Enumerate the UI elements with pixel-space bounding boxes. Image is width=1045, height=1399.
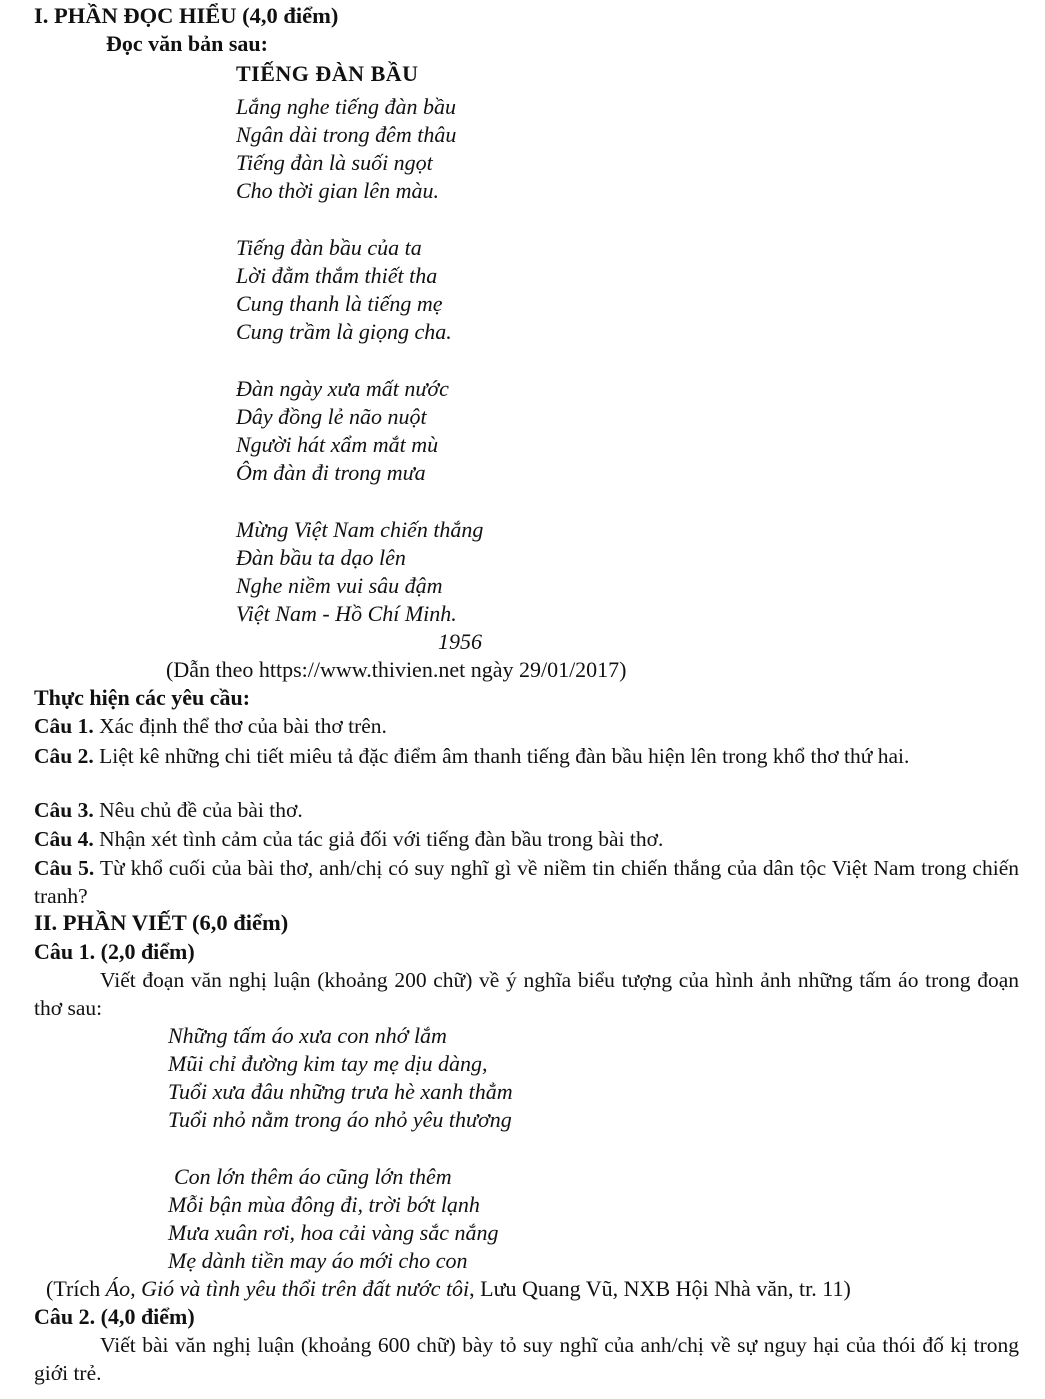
question-label: Câu 3. xyxy=(34,798,94,822)
excerpt-stanza-2 xyxy=(168,1163,499,1275)
poem-line: Mưa xuân rơi, hoa cải vàng sắc nắng xyxy=(168,1220,499,1245)
poem-line: Mỗi bận mùa đông đi, trời bớt lạnh xyxy=(168,1192,480,1217)
poem-line: Tuổi xưa đâu những trưa hè xanh thẳm xyxy=(168,1079,513,1104)
poem-stanza-4 xyxy=(236,516,483,628)
citation-open: (Trích xyxy=(46,1276,106,1301)
section2-heading: II. PHẦN VIẾT (6,0 điểm) xyxy=(34,910,289,935)
poem-line: Ngân dài trong đêm thâu xyxy=(236,122,457,147)
tasks-heading: Thực hiện các yêu cầu: xyxy=(34,685,251,710)
citation-rest: , Lưu Quang Vũ, NXB Hội Nhà văn, tr. 11) xyxy=(469,1276,851,1301)
poem-stanza-3 xyxy=(236,375,449,487)
poem-title: TIẾNG ĐÀN BẦU xyxy=(236,61,419,86)
poem-source: (Dẫn theo https://www.thivien.net ngày 29/01/2017) xyxy=(166,657,627,682)
question-text: Từ khổ cuối của bài thơ, anh/chị có suy nghĩ gì về niềm tin chiến thắng của dân tộc Việt Nam trong chiến tranh? xyxy=(34,856,1019,908)
question-text: Nêu chủ đề của bài thơ. xyxy=(93,798,303,822)
question-2 xyxy=(34,742,1019,770)
poem-line: Mũi chỉ đường kim tay mẹ dịu dàng, xyxy=(168,1051,488,1076)
excerpt-stanza-1 xyxy=(168,1022,513,1134)
poem-line: Cho thời gian lên màu. xyxy=(236,178,440,203)
question-text: Xác định thể thơ của bài thơ trên. xyxy=(93,714,387,738)
poem-line: Cung thanh là tiếng mẹ xyxy=(236,291,443,316)
poem-line: Người hát xẩm mắt mù xyxy=(236,432,439,457)
poem-line: Việt Nam - Hồ Chí Minh. xyxy=(236,601,457,626)
poem-year: 1956 xyxy=(438,629,482,654)
section1-heading: I. PHẦN ĐỌC HIỂU (4,0 điểm) xyxy=(34,3,339,28)
reading-intro: Đọc văn bản sau: xyxy=(106,31,268,56)
writing-q1-label: Câu 1. (2,0 điểm) xyxy=(34,939,195,964)
poem-line: Tiếng đàn là suối ngọt xyxy=(236,150,433,175)
question-1 xyxy=(34,712,387,740)
question-label: Câu 2. xyxy=(34,744,94,768)
question-label: Câu 5. xyxy=(34,856,95,880)
question-label: Câu 4. xyxy=(34,827,94,851)
citation-title: Áo, Gió và tình yêu thổi trên đất nước tôi xyxy=(105,1276,470,1301)
poem-line: Dây đồng lẻ não nuột xyxy=(236,404,427,429)
poem-line: Đàn ngày xưa mất nước xyxy=(236,376,449,401)
poem-stanza-1 xyxy=(236,93,456,205)
poem-line: Ôm đàn đi trong mưa xyxy=(236,460,426,485)
question-text: Nhận xét tình cảm của tác giả đối với tiếng đàn bầu trong bài thơ. xyxy=(93,827,664,851)
writing-q2-label: Câu 2. (4,0 điểm) xyxy=(34,1304,195,1329)
poem-line: Tiếng đàn bầu của ta xyxy=(236,235,422,260)
poem-line: Cung trầm là giọng cha. xyxy=(236,319,452,344)
poem-line: Lời đằm thắm thiết tha xyxy=(236,263,438,288)
poem-line: Lắng nghe tiếng đàn bầu xyxy=(236,94,456,119)
poem-line: Đàn bầu ta dạo lên xyxy=(236,545,406,570)
question-text: Liệt kê những chi tiết miêu tả đặc điểm âm thanh tiếng đàn bầu hiện lên trong khổ thơ thứ hai. xyxy=(93,744,910,768)
question-label: Câu 1. xyxy=(34,714,94,738)
question-3 xyxy=(34,796,303,824)
poem-line: Những tấm áo xưa con nhớ lắm xyxy=(168,1023,447,1048)
excerpt-citation xyxy=(46,1275,851,1303)
writing-q2-text: Viết bài văn nghị luận (khoảng 600 chữ) bày tỏ suy nghĩ của anh/chị về sự nguy hại của thói đố kị trong giới trẻ. xyxy=(34,1333,1019,1385)
poem-line: Mẹ dành tiền may áo mới cho con xyxy=(168,1248,468,1273)
question-5 xyxy=(34,854,1019,910)
poem-line: Mừng Việt Nam chiến thắng xyxy=(236,517,484,542)
writing-q1-text: Viết đoạn văn nghị luận (khoảng 200 chữ) về ý nghĩa biểu tượng của hình ảnh những tấm áo trong đoạn thơ sau: xyxy=(34,968,1019,1020)
question-4 xyxy=(34,825,663,853)
poem-line: Tuổi nhỏ nằm trong áo nhỏ yêu thương xyxy=(168,1107,512,1132)
poem-stanza-2 xyxy=(236,234,452,346)
poem-line: Con lớn thêm áo cũng lớn thêm xyxy=(174,1164,452,1189)
poem-line: Nghe niềm vui sâu đậm xyxy=(236,573,443,598)
